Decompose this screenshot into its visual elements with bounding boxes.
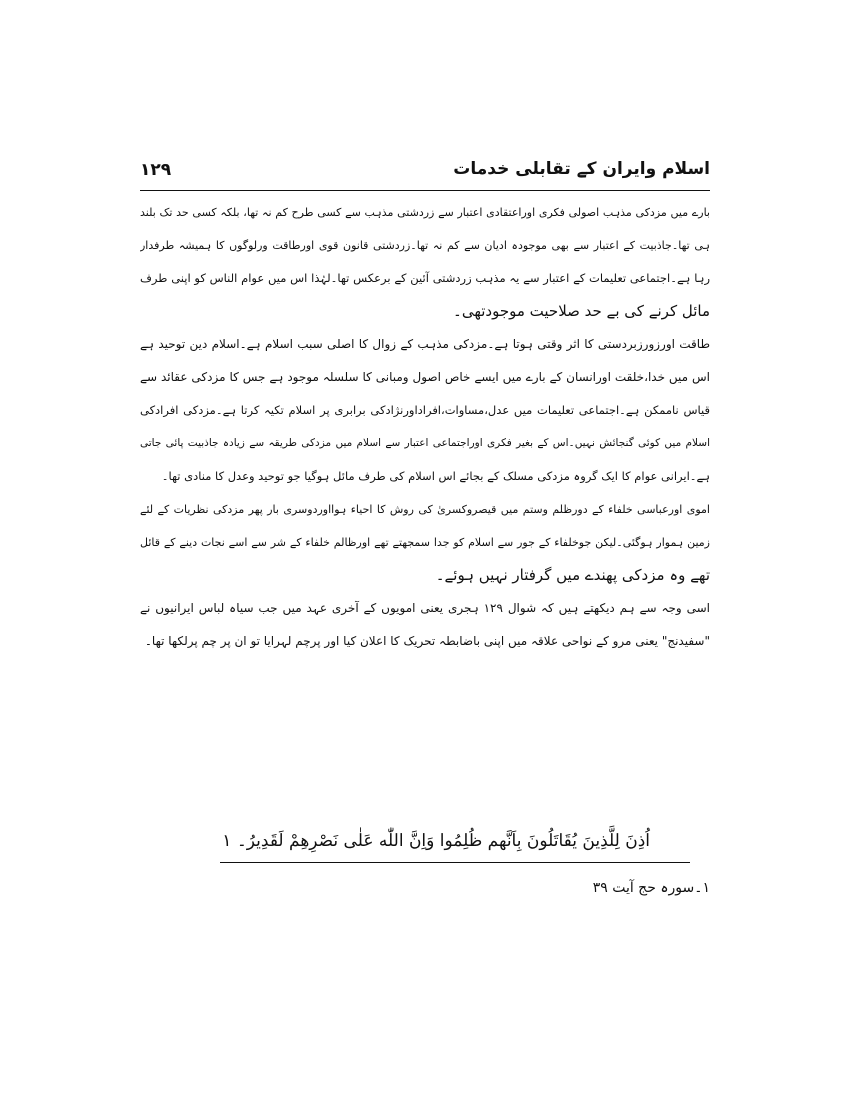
text-line: ہی تھا۔جاذبیت کے اعتبار سے بھی موجودہ ادیان سے کم نہ تھا۔زردشتی قانون قوی اورطاقت ورلوگوں کا ہمیشہ طرفدار xyxy=(140,239,710,252)
text-line: قیاس ناممکن ہے۔اجتماعی تعلیمات میں عدل،مساوات،افراداورنژادکی برابری پر اسلام تکیہ کرتا ہے۔مزدکی افرادکی xyxy=(140,403,710,417)
text-line: اس میں خدا،خلقت اورانسان کے بارے میں ایسے خاص اصول ومبانی کا سلسلہ موجود ہے جس کا مزدکی عقائد سے xyxy=(140,370,710,384)
text-line: اسلام میں کوئی گنجائش نہیں۔اس کے بغیر فکری اوراجتماعی اعتبار سے اسلام میں مزدکی طریقہ سے زیادہ جاذبیت پائی جاتی xyxy=(140,437,710,449)
text-line: اموی اورعباسی خلفاء کے دورظلم وستم میں قیصروکسریٰ کی روش کا احیاء ہوااوردوسری بار پھر مزدکی نظریات کے لئے xyxy=(140,503,710,516)
running-title: اسلام وایران کے تقابلی خدمات xyxy=(453,159,710,179)
text-line: تھے وہ مزدکی پھندے میں گرفتار نہیں ہوئے۔ xyxy=(435,566,710,584)
quran-verse: اُذِنَ لِلَّذِينَ يُقَاتَلُونَ بِاَنَّهم ظُلِمُوا وَاِنَّ اللّٰه عَلٰى نَصْرِهِمْ لَقَدِيرُ۔ ۱ xyxy=(222,831,650,851)
header-rule xyxy=(140,190,710,191)
page-number: ۱۲۹ xyxy=(140,160,172,180)
text-line: مائل کرنے کی بے حد صلاحیت موجودتھی۔ xyxy=(453,302,710,320)
text-line: ہے۔ایرانی عوام کا ایک گروہ مزدکی مسلک کے بجائے اس اسلام کی طرف مائل ہوگیا جو توحید وعدل کا منادی تھا۔ xyxy=(161,469,710,483)
text-line: زمین ہموار ہوگئی۔لیکن جوخلفاء کے جور سے اسلام کو جدا سمجھتے تھے اورظالم خلفاء کے شر سے اسے نجات دینے کے قائل xyxy=(140,536,710,549)
text-line: طاقت اورزورزبردستی کا اثر وقتی ہوتا ہے۔مزدکی مذہب کے زوال کا اصلی سبب اسلام ہے۔اسلام دین توحید ہے xyxy=(140,337,710,351)
page-header xyxy=(140,158,710,188)
text-line: اسی وجہ سے ہم دیکھتے ہیں کہ شوال ۱۲۹ ہجری یعنی امویوں کے آخری عہد میں جب سیاہ لباس ایرانیوں نے xyxy=(140,601,710,615)
text-line: رہا ہے۔اجتماعی تعلیمات کے اعتبار سے یہ مذہب زردشتی آئین کے برعکس تھا۔لہٰذا اس میں عوام الناس کو اپنی طرف xyxy=(140,271,710,285)
footnote: ۱۔سورہ حج آیت ۳۹ xyxy=(592,880,710,896)
body-text xyxy=(140,196,710,658)
text-line: بارے میں مزدکی مذہب اصولی فکری اوراعتقادی اعتبار سے زردشتی مذہب سے کسی طرح کم نہ تھا، بلکہ کسی حد تک بلند xyxy=(140,206,710,219)
text-line: "سفیدنج" یعنی مرو کے نواحی علاقہ میں اپنی باضابطہ تحریک کا اعلان کیا اور پرچم لہرایا تو ان پر چم پرلکھا تھا۔ xyxy=(144,634,710,648)
footnote-rule xyxy=(220,862,690,863)
